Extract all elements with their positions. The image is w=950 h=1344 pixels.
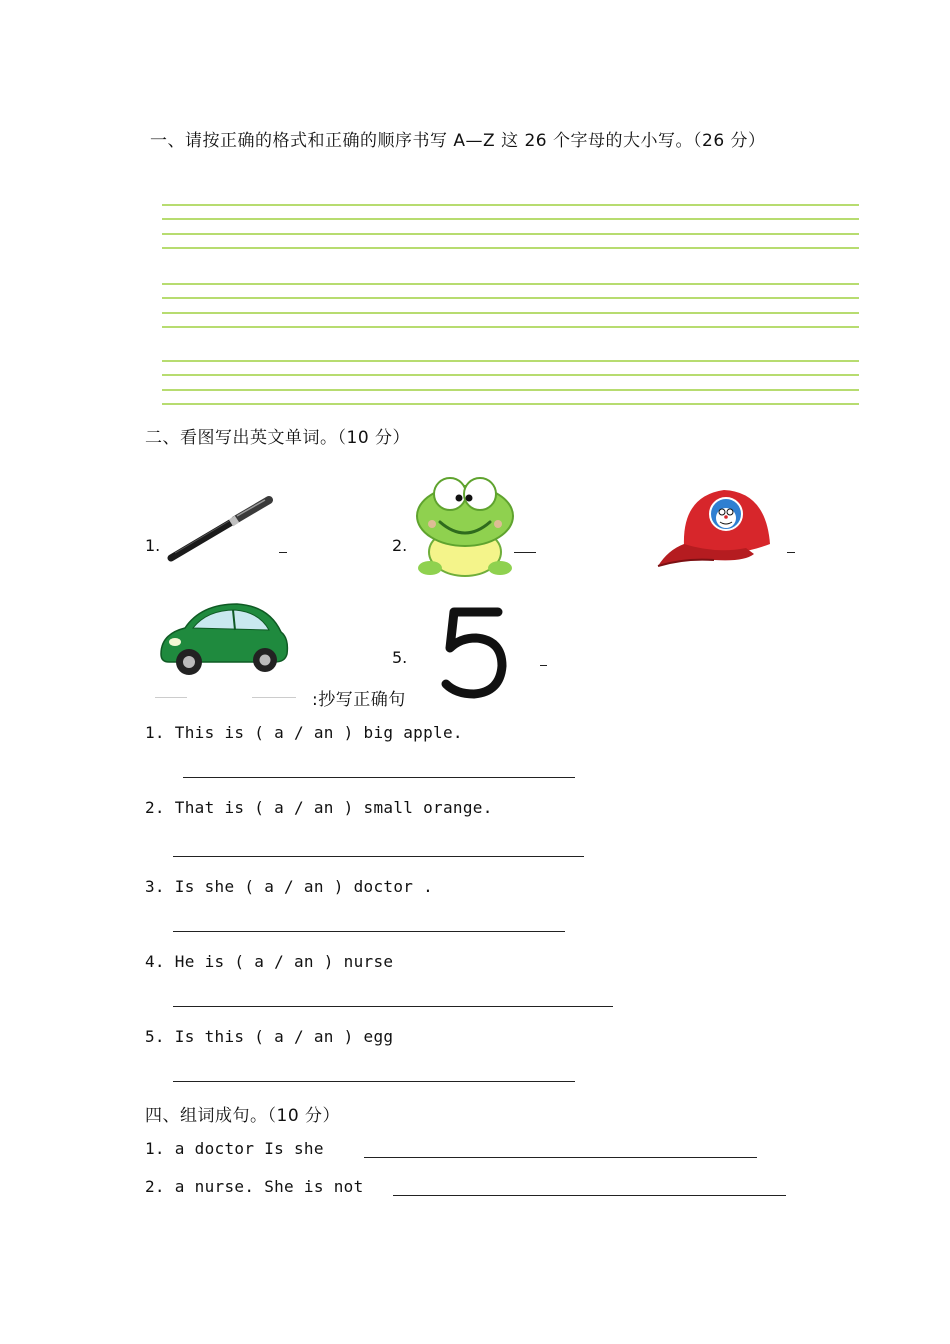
section-4-title: 四、组词成句。（10 分） xyxy=(145,1106,341,1126)
picture-item-2-label: 2. xyxy=(392,536,408,555)
word-order-item-2: 2. a nurse. She is not xyxy=(145,1177,364,1196)
frog-icon xyxy=(412,472,518,580)
section-2-title: 二、看图写出英文单词。（10 分） xyxy=(145,428,411,448)
copy-sentence-1: 1. This is ( a / an ) big apple. xyxy=(145,723,463,742)
answer-blank-4b[interactable] xyxy=(252,697,296,698)
copy-sentence-3: 3. Is she ( a / an ) doctor . xyxy=(145,877,434,896)
copy-answer-line-1[interactable] xyxy=(183,777,575,778)
handwriting-lines-row-1 xyxy=(162,204,859,250)
section-1-title: 一、请按正确的格式和正确的顺序书写 A—Z 这 26 个字母的大小写。（26 分） xyxy=(150,131,766,151)
picture-item-5-label: 5. xyxy=(392,648,408,667)
copy-answer-line-5[interactable] xyxy=(173,1081,575,1082)
number-five-icon xyxy=(440,602,512,700)
car-icon xyxy=(155,598,291,682)
answer-blank-2[interactable] xyxy=(514,552,536,553)
word-order-answer-line-1[interactable] xyxy=(364,1157,757,1158)
cap-icon xyxy=(654,484,774,580)
copy-sentence-4: 4. He is ( a / an ) nurse xyxy=(145,952,394,971)
answer-blank-4a[interactable] xyxy=(155,697,187,698)
pen-icon xyxy=(165,492,280,564)
answer-blank-1[interactable] xyxy=(279,552,287,553)
copy-answer-line-4[interactable] xyxy=(173,1006,613,1007)
picture-item-1-label: 1. xyxy=(145,536,161,555)
answer-blank-3[interactable] xyxy=(787,552,795,553)
copy-sentence-2: 2. That is ( a / an ) small orange. xyxy=(145,798,493,817)
copy-answer-line-2[interactable] xyxy=(173,856,584,857)
word-order-answer-line-2[interactable] xyxy=(393,1195,786,1196)
handwriting-lines-row-2 xyxy=(162,283,859,329)
word-order-item-1: 1. a doctor Is she xyxy=(145,1139,324,1158)
answer-blank-5[interactable] xyxy=(540,665,547,666)
copy-sentence-5: 5. Is this ( a / an ) egg xyxy=(145,1027,394,1046)
section-3-title: :抄写正确句 xyxy=(312,690,406,710)
copy-answer-line-3[interactable] xyxy=(173,931,565,932)
handwriting-lines-row-3 xyxy=(162,360,859,406)
